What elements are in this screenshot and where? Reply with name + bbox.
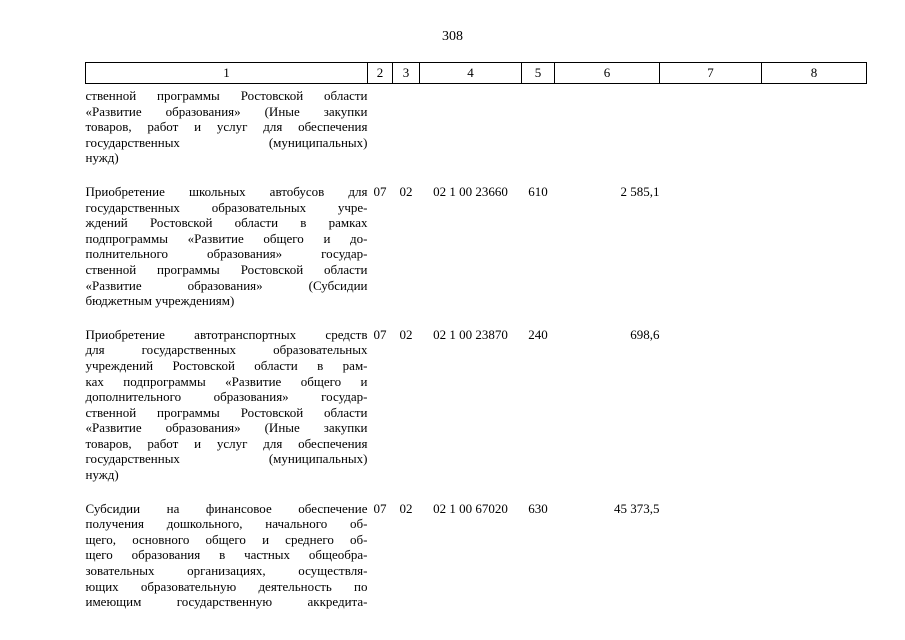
target-article-code: 02 1 00 67020	[433, 500, 508, 516]
description-line: нужд)	[85, 150, 119, 166]
table-row	[86, 318, 867, 492]
amount-col-8	[762, 492, 867, 619]
section-code: 07	[373, 500, 387, 516]
column-header-8: 8	[762, 63, 867, 84]
expense-type-code: 630	[528, 500, 548, 516]
description-line: щего, основного общего и среднего об-	[85, 531, 368, 547]
amount-col-7	[660, 84, 762, 175]
description-line: ственной программы Ростовской области	[85, 261, 368, 277]
table-row	[86, 84, 867, 175]
amount-col-7	[660, 492, 762, 619]
amount-col-6	[555, 84, 660, 175]
amount-col-6: 45 373,5	[614, 500, 660, 516]
subsection-code: 02	[399, 326, 413, 342]
subsection-code: 02	[399, 500, 413, 516]
target-article-code: 02 1 00 23660	[433, 183, 508, 199]
budget-table	[85, 62, 867, 619]
description-line: государственных образовательных учре-	[85, 199, 368, 215]
section-code: 07	[373, 326, 387, 342]
description-line: бюджетным учреждениям)	[85, 293, 235, 309]
expense-type-code: 610	[528, 183, 548, 199]
subsection-code	[393, 84, 420, 175]
expense-type-code: 240	[528, 326, 548, 342]
table-row	[86, 492, 867, 619]
row-description	[86, 175, 368, 318]
description-line: «Развитие образования» (Иные закупки	[85, 420, 368, 436]
amount-col-8	[762, 318, 867, 492]
page-number: 308	[442, 29, 463, 44]
description-line: государственных (муниципальных)	[85, 451, 368, 467]
description-line: ющих образовательную деятельность по	[85, 578, 368, 594]
row-description	[86, 492, 368, 619]
description-line: нужд)	[85, 467, 119, 483]
target-article-code	[420, 84, 522, 175]
description-line: ждений Ростовской области в рамках	[85, 215, 368, 231]
description-line: имеющим государственную аккредита-	[85, 594, 368, 610]
column-header-4: 4	[420, 63, 522, 84]
description-line: государственных (муниципальных)	[85, 134, 368, 150]
amount-col-8	[762, 175, 867, 318]
amount-col-7	[660, 175, 762, 318]
column-header-5: 5	[522, 63, 555, 84]
column-header-6: 6	[555, 63, 660, 84]
description-line: ственной программы Ростовской области	[85, 88, 368, 103]
amount-col-8	[762, 84, 867, 175]
column-header-2: 2	[368, 63, 393, 84]
target-article-code: 02 1 00 23870	[433, 326, 508, 342]
description-line: Приобретение автотранспортных средств	[85, 326, 368, 342]
column-header-1: 1	[86, 63, 368, 84]
description-line: подпрограммы «Развитие общего и до-	[85, 230, 368, 246]
subsection-code: 02	[399, 183, 413, 199]
amount-col-6: 2 585,1	[620, 183, 660, 199]
column-header-7: 7	[660, 63, 762, 84]
section-code: 07	[373, 183, 387, 199]
description-line: Субсидии на финансовое обеспечение	[85, 500, 368, 516]
description-line: щего образования в частных общеобра-	[85, 547, 368, 563]
description-line: полнительного образования» государ-	[85, 246, 368, 262]
amount-col-6: 698,6	[630, 326, 660, 342]
description-line: товаров, работ и услуг для обеспечения	[85, 435, 368, 451]
row-description	[86, 84, 368, 175]
table-row	[86, 175, 867, 318]
section-code	[368, 84, 393, 175]
row-description	[86, 318, 368, 492]
expense-type-code	[522, 84, 555, 175]
description-line: ках подпрограммы «Развитие общего и	[85, 373, 368, 389]
amount-col-7	[660, 318, 762, 492]
description-line: получения дошкольного, начального об-	[85, 516, 368, 532]
description-line: зовательных организациях, осуществля-	[85, 563, 368, 579]
column-header-3: 3	[393, 63, 420, 84]
description-line: для государственных образовательных	[85, 342, 368, 358]
description-line: ственной программы Ростовской области	[85, 404, 368, 420]
description-line: учреждений Ростовской области в рам-	[85, 357, 368, 373]
table-header-row	[86, 63, 867, 84]
description-line: товаров, работ и услуг для обеспечения	[85, 119, 368, 135]
description-line: «Развитие образования» (Субсидии	[85, 277, 368, 293]
description-line: Приобретение школьных автобусов для	[85, 183, 368, 199]
description-line: «Развитие образования» (Иные закупки	[85, 103, 368, 119]
description-line: дополнительного образования» государ-	[85, 389, 368, 405]
